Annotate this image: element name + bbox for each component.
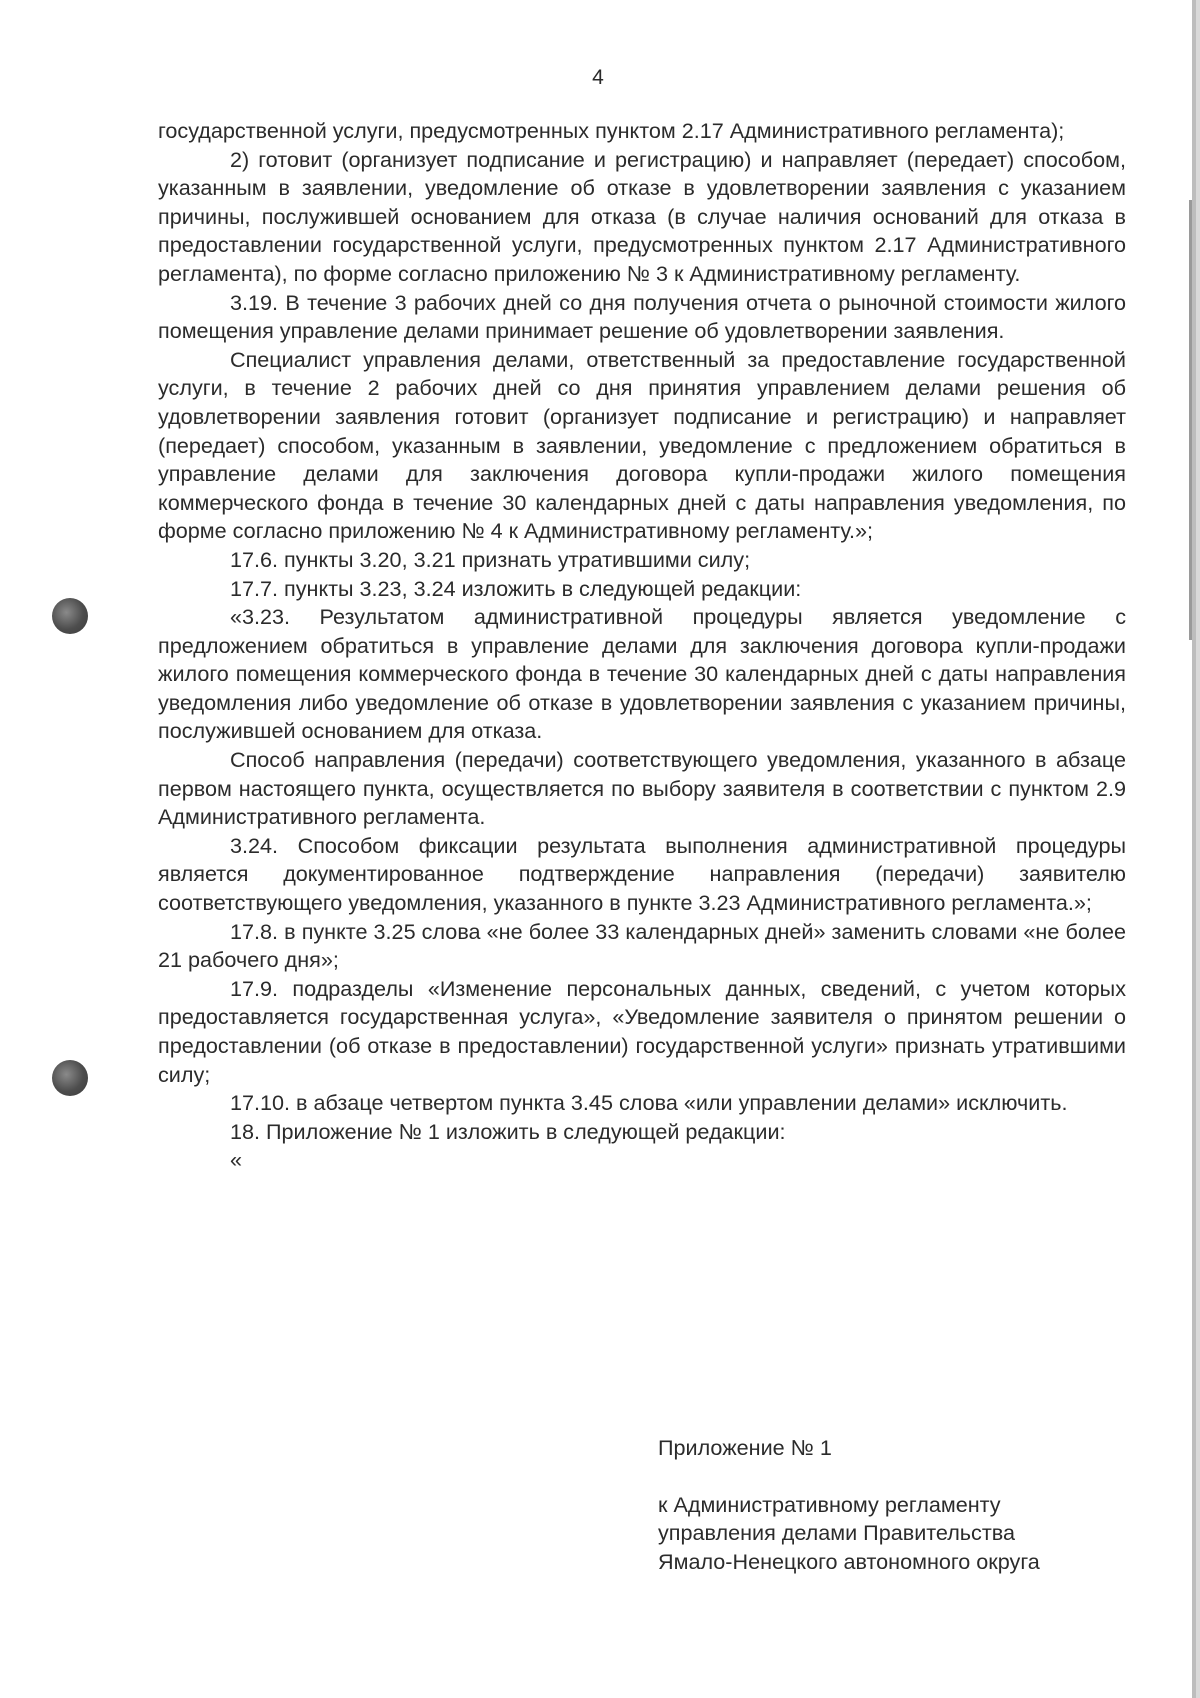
paragraph: «3.23. Результатом административной процедуры является уведомление с предложением обратиться в управление делами для заключения договора купли-продажи жилого помещения коммерческого фонда в течение 30 календарных дней с даты направления уведомления либо уведомление об отказе в удовлетворении заявления с указанием причины, послужившей основанием для отказа.: [158, 604, 1126, 744]
page-number: 4: [592, 66, 604, 89]
punch-hole: [52, 598, 88, 634]
paragraph: 2) готовит (организует подписание и регистрацию) и направляет (передает) способом, указанным в заявлении, уведомление об отказе в удовлетворении заявления с указанием причины, послужившей основанием для отказа (в случае наличия оснований для отказа в предоставлении государственной услуги, предусмотренных пунктом 2.17 Административного регламента), по форме согласно приложению № 3 к Административному регламенту.: [158, 146, 1126, 286]
appendix-line: к Административному регламенту: [658, 1491, 1001, 1517]
paragraph: 3.24. Способом фиксации результата выполнения административной процедуры является документированное подтверждение направления (передачи) заявителю соответствующего уведомления, указанного в пункте 3.23 Административного регламента.»;: [158, 832, 1126, 916]
paragraph: 18. Приложение № 1 изложить в следующей редакции:: [230, 1118, 786, 1144]
paragraph: 3.19. В течение 3 рабочих дней со дня получения отчета о рыночной стоимости жилого помещения управление делами принимает решение об удовлетворении заявления.: [158, 289, 1126, 344]
paragraph: 17.7. пункты 3.23, 3.24 изложить в следующей редакции:: [230, 575, 802, 601]
paragraph: Способ направления (передачи) соответствующего уведомления, указанного в абзаце первом настоящего пункта, осуществляется по выбору заявителя в соответствии с пунктом 2.9 Административного регламента.: [158, 747, 1126, 830]
punch-hole: [52, 1060, 88, 1096]
document-body: [158, 117, 1126, 1175]
scan-edge-mark: [1189, 200, 1192, 640]
appendix-line: Ямало-Ненецкого автономного округа: [658, 1548, 1040, 1574]
appendix-header: [658, 1434, 1118, 1576]
paragraph: 17.6. пункты 3.20, 3.21 признать утратившими силу;: [230, 546, 751, 572]
paragraph: 17.9. подразделы «Изменение персональных данных, сведений, с учетом которых предоставляется государственная услуга», «Уведомление заявителя о принятом решении о предоставлении (об отказе в предоставлении) государственной услуги» признать утратившими силу;: [158, 975, 1126, 1087]
paragraph: 17.10. в абзаце четвертом пункта 3.45 слова «или управлении делами» исключить.: [230, 1090, 1068, 1116]
paragraph: 17.8. в пункте 3.25 слова «не более 33 календарных дней» заменить словами «не более 21 рабочего дня»;: [158, 918, 1126, 973]
appendix-line: управления делами Правительства: [658, 1520, 1015, 1546]
paragraph: государственной услуги, предусмотренных пунктом 2.17 Административного регламента);: [158, 118, 1065, 143]
appendix-title: Приложение № 1: [658, 1435, 832, 1460]
paragraph: «: [230, 1147, 243, 1173]
paragraph: Специалист управления делами, ответственный за предоставление государственной услуги, в течение 2 рабочих дней со дня принятия управлением делами решения об удовлетворении заявления готовит (организует подписание и регистрацию) и направляет (передает) способом, указанным в заявлении, уведомление с предложением обратиться в управление делами для заключения договора купли-продажи жилого помещения коммерческого фонда в течение 30 календарных дней с даты направления уведомления, по форме согласно приложению № 4 к Административному регламенту.»;: [158, 346, 1126, 544]
